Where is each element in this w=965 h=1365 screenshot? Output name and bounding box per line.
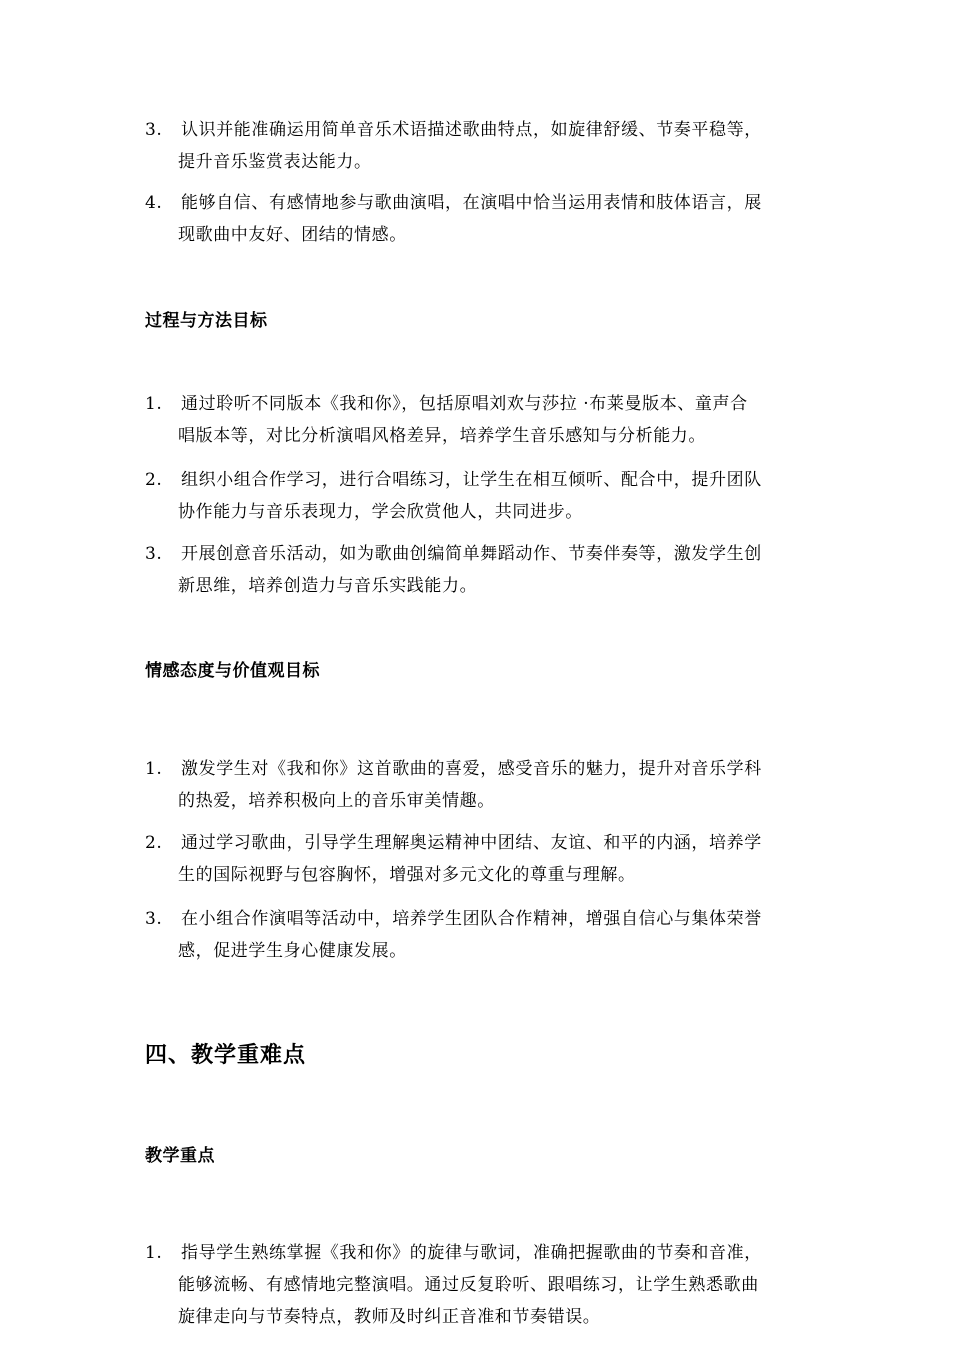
list-item bbox=[145, 388, 835, 452]
emotion-goals-heading: 情感态度与价值观目标 bbox=[145, 661, 320, 681]
list-line: 认识并能准确运用简单音乐术语描述歌曲特点，如旋律舒缓、节奏平稳等， bbox=[181, 120, 762, 140]
list-number: 2. bbox=[145, 470, 163, 490]
list-number: 4. bbox=[145, 193, 163, 213]
list-line: 通过学习歌曲，引导学生理解奥运精神中团结、友谊、和平的内涵，培养学 bbox=[181, 833, 762, 853]
list-number: 2. bbox=[145, 833, 163, 853]
list-line: 激发学生对《我和你》这首歌曲的喜爱，感受音乐的魅力，提升对音乐学科 bbox=[181, 759, 762, 779]
list-line: 在小组合作演唱等活动中，培养学生团队合作精神，增强自信心与集体荣誉 bbox=[181, 909, 762, 929]
list-line: 现歌曲中友好、团结的情感。 bbox=[178, 225, 407, 245]
list-item bbox=[145, 753, 835, 817]
list-item bbox=[145, 464, 835, 528]
list-item bbox=[145, 1237, 835, 1333]
list-line: 指导学生熟练掌握《我和你》的旋律与歌词，准确把握歌曲的节奏和音准， bbox=[181, 1243, 762, 1263]
list-line: 感，促进学生身心健康发展。 bbox=[178, 941, 407, 961]
list-number: 1. bbox=[145, 759, 163, 779]
list-item bbox=[145, 187, 835, 251]
list-number: 3. bbox=[145, 544, 163, 564]
list-line: 能够自信、有感情地参与歌曲演唱，在演唱中恰当运用表情和肢体语言，展 bbox=[181, 193, 762, 213]
list-line: 新思维，培养创造力与音乐实践能力。 bbox=[178, 576, 478, 596]
list-item bbox=[145, 903, 835, 967]
list-number: 1. bbox=[145, 1243, 163, 1263]
list-number: 1. bbox=[145, 394, 163, 414]
list-item bbox=[145, 538, 835, 602]
list-line: 的热爱，培养积极向上的音乐审美情趣。 bbox=[178, 791, 495, 811]
list-number: 3. bbox=[145, 909, 163, 929]
list-item bbox=[145, 114, 835, 178]
list-line: 开展创意音乐活动，如为歌曲创编简单舞蹈动作、节奏伴奏等，激发学生创 bbox=[181, 544, 762, 564]
list-line: 唱版本等，对比分析演唱风格差异，培养学生音乐感知与分析能力。 bbox=[178, 426, 706, 446]
process-goals-heading: 过程与方法目标 bbox=[145, 311, 268, 331]
list-line: 组织小组合作学习，进行合唱练习，让学生在相互倾听、配合中，提升团队 bbox=[181, 470, 762, 490]
list-item bbox=[145, 827, 835, 891]
list-line: 能够流畅、有感情地完整演唱。通过反复聆听、跟唱练习，让学生熟悉歌曲 bbox=[178, 1275, 759, 1295]
list-line: 旋律走向与节奏特点，教师及时纠正音准和节奏错误。 bbox=[178, 1307, 601, 1327]
list-number: 3. bbox=[145, 120, 163, 140]
list-line: 提升音乐鉴赏表达能力。 bbox=[178, 152, 372, 172]
list-line: 通过聆听不同版本《我和你》，包括原唱刘欢与莎拉 ·布莱曼版本、童声合 bbox=[181, 394, 748, 414]
list-line: 协作能力与音乐表现力，学会欣赏他人，共同进步。 bbox=[178, 502, 583, 522]
list-line: 生的国际视野与包容胸怀，增强对多元文化的尊重与理解。 bbox=[178, 865, 636, 885]
key-points-heading: 教学重点 bbox=[145, 1146, 215, 1166]
section-title: 四、教学重难点 bbox=[145, 1042, 307, 1068]
